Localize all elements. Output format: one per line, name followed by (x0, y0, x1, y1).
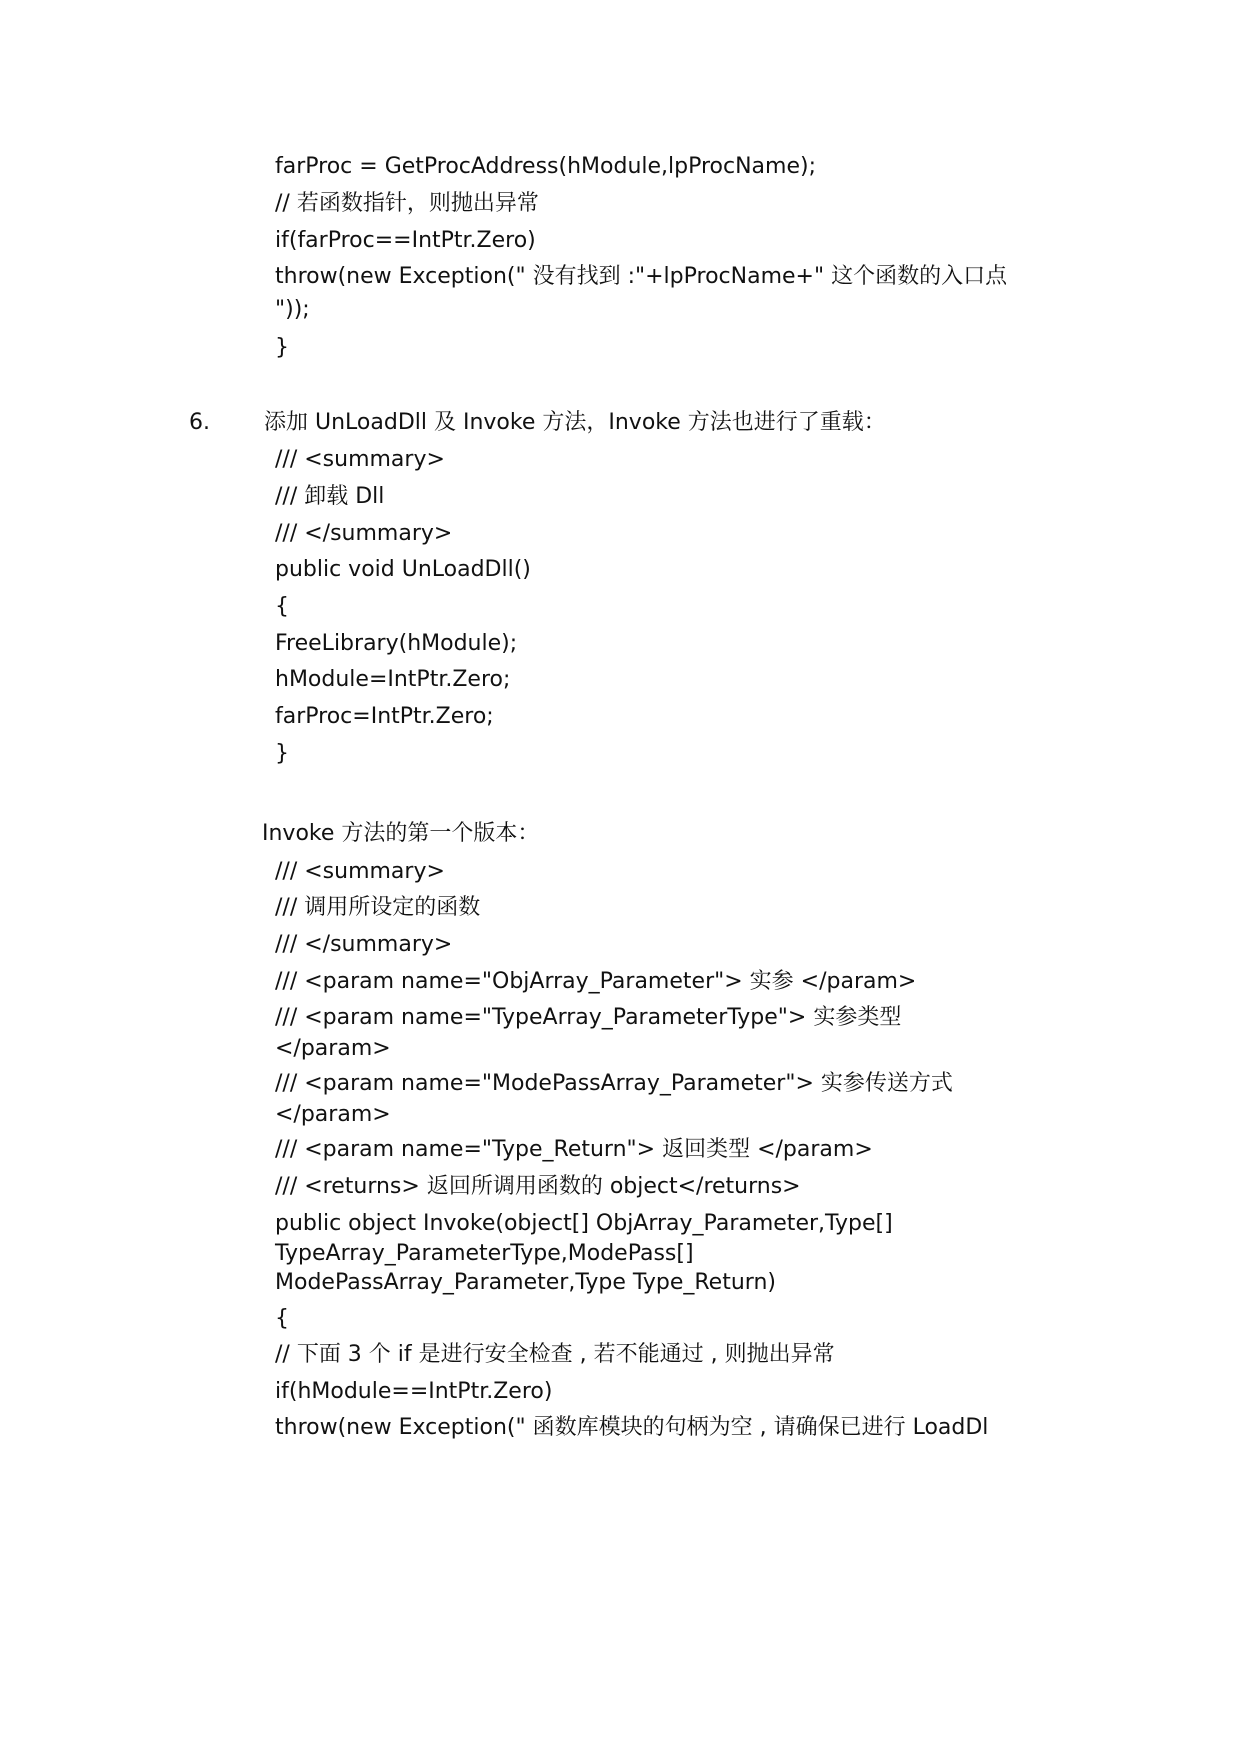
code-line-continuation: ")); (275, 297, 310, 322)
code-line: /// <returns> 返回所调用函数的 object</returns> (275, 1174, 801, 1199)
code-line: } (275, 741, 289, 766)
code-line: /// <param name="ObjArray_Parameter"> 实参 </param> (275, 969, 917, 994)
code-line: if(farProc==IntPtr.Zero) (275, 228, 536, 253)
code-line-continuation: </param> (275, 1102, 391, 1127)
code-line: farProc=IntPtr.Zero; (275, 704, 494, 729)
code-line: public object Invoke(object[] ObjArray_Parameter,Type[] (275, 1211, 893, 1236)
code-line: /// <param name="ModePassArray_Parameter"> 实参传送方式 (275, 1071, 953, 1096)
code-line: /// <summary> (275, 859, 445, 884)
code-line: hModule=IntPtr.Zero; (275, 667, 511, 692)
code-line: /// </summary> (275, 521, 453, 546)
code-comment-line: // 若函数指针，则抛出异常 (275, 191, 539, 216)
list-item-text: 添加 UnLoadDll 及 Invoke 方法，Invoke 方法也进行了重载： (264, 410, 886, 435)
code-comment-line: /// 调用所设定的函数 (275, 895, 481, 920)
code-line: } (275, 335, 289, 360)
list-number: 6. (189, 410, 210, 435)
section-subheading: Invoke 方法的第一个版本： (262, 821, 540, 846)
code-line: FreeLibrary(hModule); (275, 631, 518, 656)
code-line: { (275, 594, 289, 619)
code-line-continuation: </param> (275, 1036, 391, 1061)
code-line-continuation: ModePassArray_Parameter,Type Type_Return) (275, 1270, 776, 1295)
code-comment-line: // 下面 3 个 if 是进行安全检查 , 若不能通过 , 则抛出异常 (275, 1342, 835, 1367)
code-line: /// <param name="TypeArray_ParameterType"> 实参类型 (275, 1005, 902, 1030)
code-comment-line: /// 卸载 Dll (275, 484, 385, 509)
code-line: if(hModule==IntPtr.Zero) (275, 1379, 553, 1404)
code-line: throw(new Exception(" 没有找到 :"+lpProcName+" 这个函数的入口点 (275, 264, 1008, 289)
code-line: /// <param name="Type_Return"> 返回类型 </param> (275, 1137, 873, 1162)
code-line: { (275, 1306, 289, 1331)
code-line: farProc = GetProcAddress(hModule,lpProcName); (275, 154, 816, 179)
code-line-continuation: TypeArray_ParameterType,ModePass[] (275, 1241, 694, 1266)
code-line: /// </summary> (275, 932, 453, 957)
code-line: /// <summary> (275, 447, 445, 472)
code-line: throw(new Exception(" 函数库模块的句柄为空 , 请确保已进行 LoadDl (275, 1415, 989, 1440)
code-line: public void UnLoadDll() (275, 557, 531, 582)
